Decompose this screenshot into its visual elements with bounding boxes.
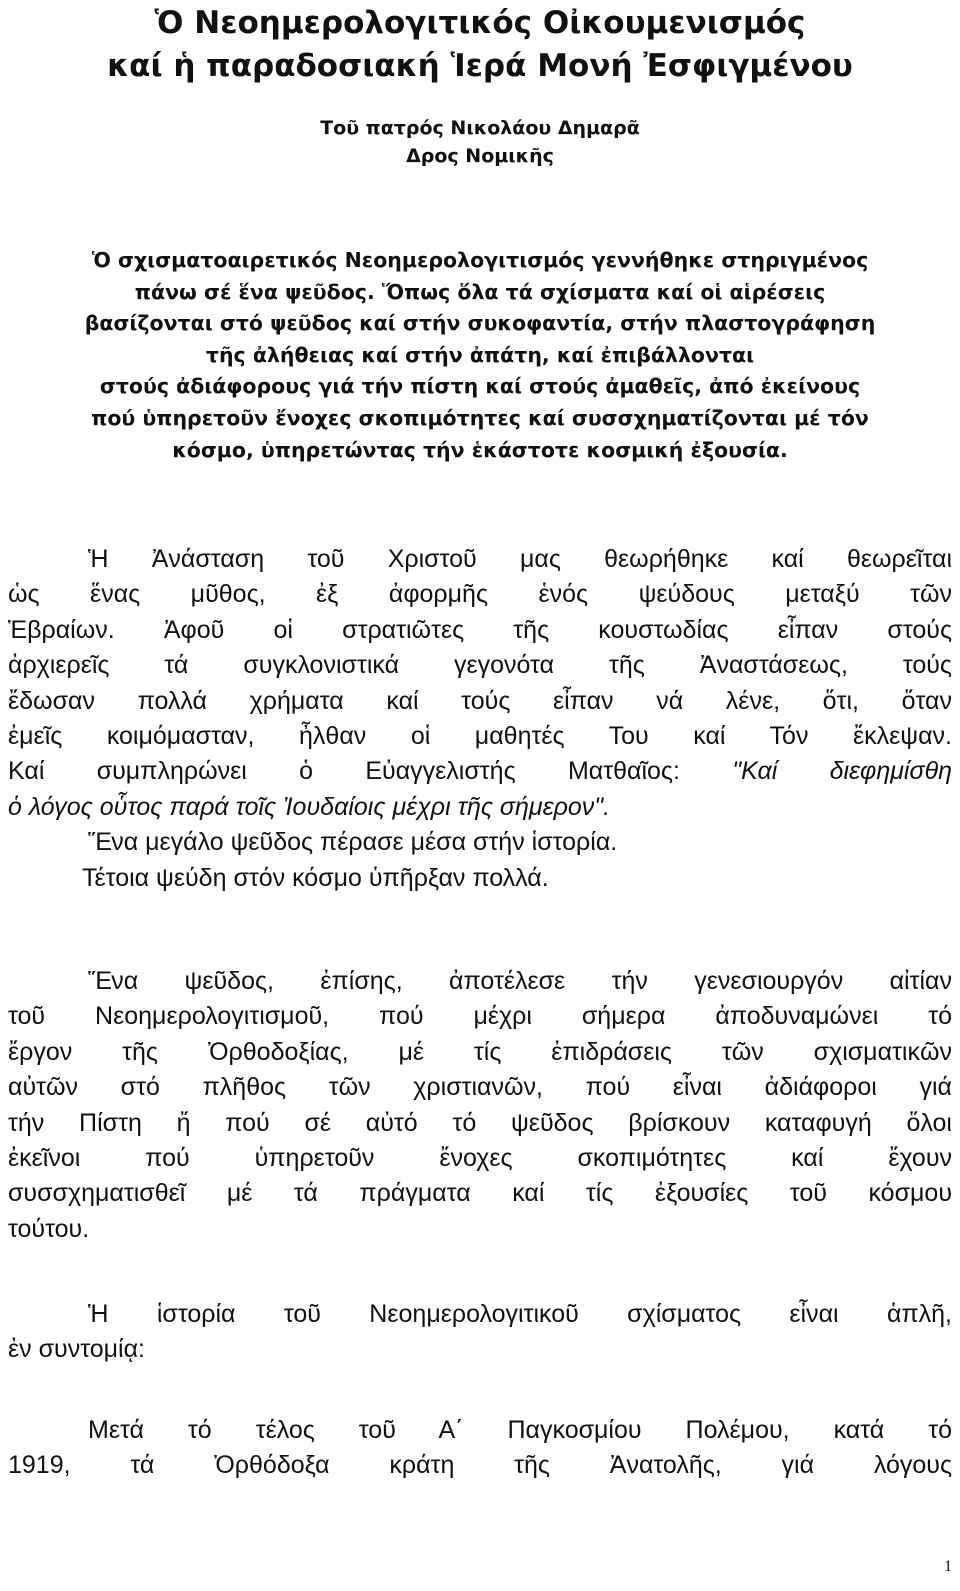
paragraph-line: ἀρχιερεῖς τά συγκλονιστικά γεγονότα τῆς Ἀναστάσεως, τούς bbox=[8, 651, 952, 680]
paragraph-ww1 bbox=[8, 1413, 952, 1484]
paragraph-resurrection bbox=[8, 542, 952, 896]
paragraph-line: ἐν συντομίᾳ: bbox=[8, 1335, 145, 1364]
paragraph-line: Ἕνα μεγάλο ψεῦδος πέρασε μέσα στήν ἱστορία. bbox=[88, 828, 618, 857]
paragraph-line: ἐμεῖς κοιμόμασταν, ἦλθαν οἱ μαθητές Του καί Τόν ἔκλεψαν. bbox=[8, 722, 952, 751]
document-title-line-2: καί ἡ παραδοσιακή Ἱερά Μονή Ἐσφιγμένου bbox=[107, 48, 853, 84]
paragraph-line: Ἑβραίων. Ἀφοῦ οἱ στρατιῶτες τῆς κουστωδίας εἶπαν στούς bbox=[8, 615, 952, 644]
paragraph-line: τοῦ Νεοημερολογιτισμοῦ, πού μέχρι σήμερα ἀποδυναμώνει τό bbox=[8, 1002, 952, 1031]
paragraph-line: Ἕνα ψεῦδος, ἐπίσης, ἀποτέλεσε τήν γενεσιουργόν αἰτίαν bbox=[88, 967, 952, 995]
abstract-line: κόσμο, ὑπηρετώντας τήν ἑκάστοτε κοσμική ἐξουσία. bbox=[172, 437, 788, 462]
paragraph-line: αὐτῶν στό πλῆθος τῶν χριστιανῶν, πού εἶναι ἀδιάφοροι γιά bbox=[8, 1073, 952, 1102]
abstract-line: βασίζονται στό ψεῦδος καί στήν συκοφαντία, στήν πλαστογράφηση bbox=[84, 311, 876, 336]
paragraph-line: Ἡ ἱστορία τοῦ Νεοημερολογιτικοῦ σχίσματος εἶναι ἁπλῆ, bbox=[88, 1300, 952, 1328]
page-number: 1 bbox=[944, 1558, 952, 1575]
scripture-quote: ὁ λόγος οὗτος παρά τοῖς Ἰουδαίοις μέχρι τῆς σήμερον". bbox=[8, 792, 611, 821]
paragraph-line: ἔδωσαν πολλά χρήματα καί τούς εἶπαν νά λένε, ὅτι, ὅταν bbox=[8, 686, 952, 715]
paragraph-line bbox=[8, 754, 952, 789]
paragraph-text: Καί συμπληρώνει ὁ Εὐαγγελιστής Ματθαῖος: bbox=[8, 757, 733, 786]
paragraph-line: Μετά τό τέλος τοῦ Α΄ Παγκοσμίου Πολέμου, κατά τό bbox=[88, 1416, 952, 1444]
paragraph-line: τήν Πίστη ἤ πού σέ αὐτό τό ψεῦδος βρίσκουν καταφυγή ὅλοι bbox=[8, 1108, 952, 1137]
author-name: Τοῦ πατρός Νικολάου Δημαρᾶ bbox=[320, 117, 640, 139]
paragraph-line: ὡς ἕνας μῦθος, ἐξ ἀφορμῆς ἑνός ψεύδους μεταξύ τῶν bbox=[8, 580, 952, 609]
paragraph-line: Ἡ Ἀνάσταση τοῦ Χριστοῦ μας θεωρήθηκε καί θεωρεῖται bbox=[88, 545, 952, 573]
abstract-line: στούς ἀδιάφορους γιά τήν πίστη καί στούς ἀμαθεῖς, ἀπό ἐκείνους bbox=[99, 374, 861, 399]
paragraph-line: τούτου. bbox=[8, 1214, 90, 1243]
abstract-line: Ὁ σχισματοαιρετικός Νεοημερολογιτισμός γεννήθηκε στηριγμένος bbox=[91, 248, 869, 272]
abstract-line: πού ὑπηρετοῦν ἔνοχες σκοπιμότητες καί συσσχηματίζονται μέ τόν bbox=[91, 405, 869, 430]
scripture-quote: "Καί διεφημίσθη bbox=[732, 757, 953, 786]
author-title: Δρος Νομικῆς bbox=[406, 145, 554, 167]
abstract-line: τῆς ἀλήθειας καί στήν ἀπάτη, καί ἐπιβάλλονται bbox=[205, 342, 755, 367]
abstract-line: πάνω σέ ἕνα ψεῦδος. Ὅπως ὅλα τά σχίσματα καί οἱ αἱρέσεις bbox=[134, 279, 826, 304]
paragraph-line: ἐκεῖνοι πού ὑπηρετοῦν ἔνοχες σκοπιμότητες καί ἔχουν bbox=[8, 1144, 952, 1173]
paragraph-history bbox=[8, 1297, 952, 1368]
paragraph-line: ἔργον τῆς Ὀρθοδοξίας, μέ τίς ἐπιδράσεις τῶν σχισματικῶν bbox=[8, 1037, 952, 1066]
paragraph-line: Τέτοια ψεύδη στόν κόσμο ὑπῆρξαν πολλά. bbox=[82, 863, 549, 892]
paragraph-new-calendar bbox=[8, 964, 952, 1247]
document-title-line-1: Ὁ Νεοημερολογιτικός Οἰκουμενισμός bbox=[154, 5, 806, 41]
paragraph-line: 1919, τά Ὀρθόδοξα κράτη τῆς Ἀνατολῆς, γιά λόγους bbox=[8, 1451, 952, 1480]
paragraph-line bbox=[8, 790, 952, 825]
paragraph-line: συσσχηματισθεῖ μέ τά πράγματα καί τίς ἐξουσίες τοῦ κόσμου bbox=[8, 1179, 952, 1208]
abstract-paragraph bbox=[8, 245, 952, 466]
